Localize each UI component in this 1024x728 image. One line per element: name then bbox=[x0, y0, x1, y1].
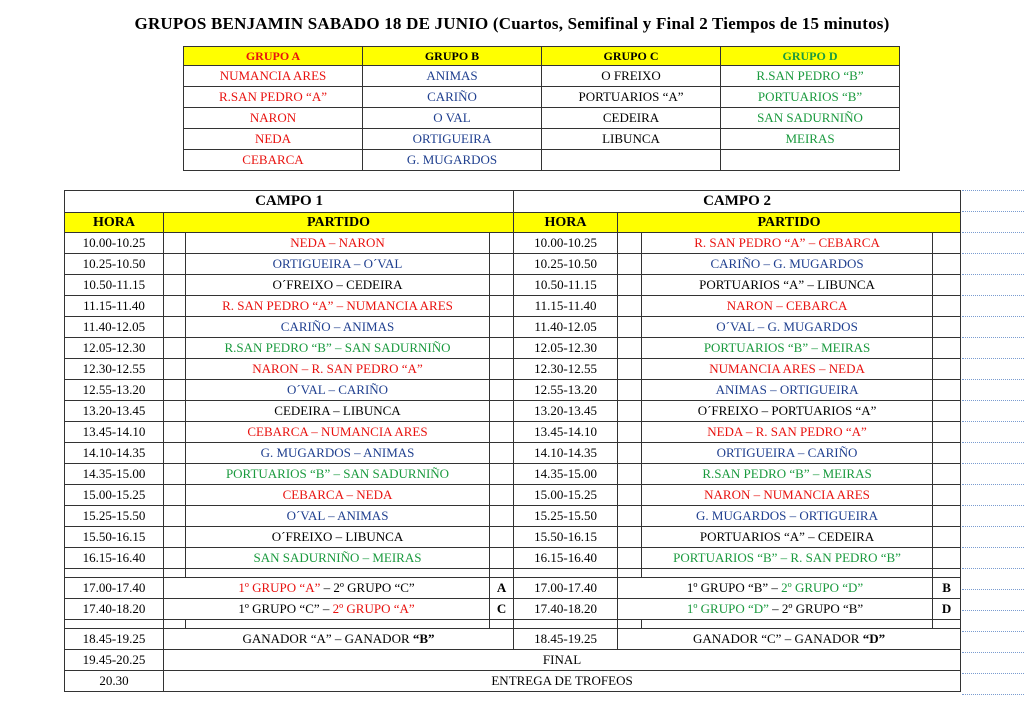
blank-cell bbox=[618, 275, 642, 296]
final-row bbox=[65, 650, 961, 671]
blank-cell bbox=[164, 254, 186, 275]
blank-cell bbox=[164, 317, 186, 338]
blank-cell bbox=[618, 233, 642, 254]
group-team-cell bbox=[721, 150, 900, 171]
blank-cell bbox=[514, 569, 618, 578]
match-row bbox=[65, 464, 961, 485]
blank-cell bbox=[164, 338, 186, 359]
dotted-line bbox=[962, 505, 1024, 506]
semifinal-row bbox=[65, 629, 961, 650]
blank-cell bbox=[490, 338, 514, 359]
group-team-cell: CEBARCA bbox=[184, 150, 363, 171]
dotted-line bbox=[962, 400, 1024, 401]
match-teams: G. MUGARDOS – ANIMAS bbox=[186, 443, 490, 464]
match-teams: O´FREIXO – LIBUNCA bbox=[186, 527, 490, 548]
blank-cell bbox=[490, 527, 514, 548]
blank-cell bbox=[164, 233, 186, 254]
blank-cell bbox=[618, 380, 642, 401]
dotted-line bbox=[962, 421, 1024, 422]
match-teams: O´FREIXO – PORTUARIOS “A” bbox=[642, 401, 933, 422]
match-teams: O´FREIXO – CEDEIRA bbox=[186, 275, 490, 296]
blank-cell bbox=[164, 548, 186, 569]
match-row bbox=[65, 254, 961, 275]
blank-cell bbox=[164, 296, 186, 317]
dotted-line bbox=[962, 526, 1024, 527]
match-time: 18.45-19.25 bbox=[514, 629, 618, 650]
match-teams bbox=[618, 629, 961, 650]
blank-cell bbox=[933, 506, 961, 527]
spacer-row bbox=[65, 620, 961, 629]
blank-cell bbox=[933, 527, 961, 548]
match-teams bbox=[164, 578, 490, 599]
dotted-line bbox=[962, 568, 1024, 569]
dotted-line bbox=[962, 463, 1024, 464]
team-b: – 2º GRUPO “B” bbox=[768, 601, 864, 616]
group-team-cell: CARIÑO bbox=[363, 87, 542, 108]
campo-1-title: CAMPO 1 bbox=[65, 191, 514, 213]
match-teams: PORTUARIOS “A” – LIBUNCA bbox=[642, 275, 933, 296]
match-time: 12.55-13.20 bbox=[65, 380, 164, 401]
match-teams: R.SAN PEDRO “B” – MEIRAS bbox=[642, 464, 933, 485]
match-time: 17.40-18.20 bbox=[65, 599, 164, 620]
match-teams: CEBARCA – NUMANCIA ARES bbox=[186, 422, 490, 443]
match-time: 11.40-12.05 bbox=[65, 317, 164, 338]
page-title: GRUPOS BENJAMIN SABADO 18 DE JUNIO (Cuartos, Semifinal y Final 2 Tiempos de 15 minutos) bbox=[134, 14, 890, 33]
group-team-cell: ANIMAS bbox=[363, 66, 542, 87]
blank-cell bbox=[490, 569, 514, 578]
dotted-line bbox=[962, 652, 1024, 653]
hora-header: HORA bbox=[514, 213, 618, 233]
match-teams: PORTUARIOS “B” – MEIRAS bbox=[642, 338, 933, 359]
blank-cell bbox=[618, 401, 642, 422]
match-time: 10.25-10.50 bbox=[514, 254, 618, 275]
match-time: 10.50-11.15 bbox=[65, 275, 164, 296]
match-teams: SAN SADURNIÑO – MEIRAS bbox=[186, 548, 490, 569]
trophies-row bbox=[65, 671, 961, 692]
match-teams bbox=[618, 599, 933, 620]
group-team-cell: PORTUARIOS “A” bbox=[542, 87, 721, 108]
match-teams bbox=[618, 578, 933, 599]
group-row bbox=[184, 150, 900, 171]
blank-cell bbox=[618, 338, 642, 359]
team-b: 2º GRUPO “A” bbox=[332, 601, 415, 616]
group-row bbox=[184, 129, 900, 150]
blank-cell bbox=[933, 569, 961, 578]
blank-cell bbox=[642, 569, 933, 578]
spacer-row bbox=[65, 569, 961, 578]
match-time: 12.55-13.20 bbox=[514, 380, 618, 401]
blank-cell bbox=[933, 317, 961, 338]
match-time: 15.50-16.15 bbox=[514, 527, 618, 548]
blank-cell bbox=[164, 422, 186, 443]
match-teams: O´VAL – ANIMAS bbox=[186, 506, 490, 527]
blank-cell bbox=[490, 296, 514, 317]
final-label: FINAL bbox=[164, 650, 961, 671]
match-teams: NARON – R. SAN PEDRO “A” bbox=[186, 359, 490, 380]
group-team-cell bbox=[542, 150, 721, 171]
blank-cell bbox=[164, 527, 186, 548]
match-time: 15.00-15.25 bbox=[65, 485, 164, 506]
dotted-line bbox=[962, 274, 1024, 275]
blank-cell bbox=[164, 275, 186, 296]
match-time: 15.00-15.25 bbox=[514, 485, 618, 506]
blank-cell bbox=[618, 443, 642, 464]
blank-cell bbox=[933, 359, 961, 380]
blank-cell bbox=[65, 620, 164, 629]
group-row bbox=[184, 66, 900, 87]
match-row bbox=[65, 485, 961, 506]
blank-cell bbox=[933, 401, 961, 422]
match-time: 11.40-12.05 bbox=[514, 317, 618, 338]
match-time: 12.30-12.55 bbox=[514, 359, 618, 380]
match-teams: O´VAL – G. MUGARDOS bbox=[642, 317, 933, 338]
blank-cell bbox=[933, 380, 961, 401]
blank-cell bbox=[642, 620, 933, 629]
match-time: 10.25-10.50 bbox=[65, 254, 164, 275]
blank-cell bbox=[490, 464, 514, 485]
blank-cell bbox=[490, 233, 514, 254]
match-time: 17.40-18.20 bbox=[514, 599, 618, 620]
match-row bbox=[65, 422, 961, 443]
quarterfinal-row bbox=[65, 599, 961, 620]
group-team-cell: NARON bbox=[184, 108, 363, 129]
match-time: 13.20-13.45 bbox=[514, 401, 618, 422]
blank-cell bbox=[933, 443, 961, 464]
groups-table bbox=[183, 46, 900, 171]
match-row bbox=[65, 359, 961, 380]
match-teams: CEDEIRA – LIBUNCA bbox=[186, 401, 490, 422]
match-time: 14.10-14.35 bbox=[65, 443, 164, 464]
match-teams: R. SAN PEDRO “A” – NUMANCIA ARES bbox=[186, 296, 490, 317]
match-time: 18.45-19.25 bbox=[65, 629, 164, 650]
blank-cell bbox=[618, 548, 642, 569]
blank-cell bbox=[514, 620, 618, 629]
dotted-line bbox=[962, 547, 1024, 548]
team-a: 1º GRUPO “D” bbox=[686, 601, 769, 616]
blank-cell bbox=[618, 506, 642, 527]
team-a: 1º GRUPO “C” – bbox=[238, 601, 333, 616]
blank-cell bbox=[933, 338, 961, 359]
match-time: 17.00-17.40 bbox=[514, 578, 618, 599]
blank-cell bbox=[164, 569, 186, 578]
match-row bbox=[65, 317, 961, 338]
blank-cell bbox=[490, 422, 514, 443]
dotted-line bbox=[962, 211, 1024, 212]
bracket-letter: C bbox=[490, 599, 514, 620]
match-time: 15.50-16.15 bbox=[65, 527, 164, 548]
blank-cell bbox=[164, 359, 186, 380]
match-time: 16.15-16.40 bbox=[514, 548, 618, 569]
partido-header: PARTIDO bbox=[164, 213, 514, 233]
bracket-letter: D bbox=[933, 599, 961, 620]
column-header-row bbox=[65, 213, 961, 233]
partido-header: PARTIDO bbox=[618, 213, 961, 233]
match-time: 17.00-17.40 bbox=[65, 578, 164, 599]
dotted-line bbox=[962, 589, 1024, 590]
group-row bbox=[184, 87, 900, 108]
match-teams: CEBARCA – NEDA bbox=[186, 485, 490, 506]
schedule-table bbox=[64, 190, 961, 692]
group-team-cell: LIBUNCA bbox=[542, 129, 721, 150]
campo-row bbox=[65, 191, 961, 213]
blank-cell bbox=[618, 422, 642, 443]
group-header: GRUPO B bbox=[363, 47, 542, 66]
blank-cell bbox=[164, 380, 186, 401]
match-teams: R. SAN PEDRO “A” – CEBARCA bbox=[642, 233, 933, 254]
match-teams bbox=[164, 599, 490, 620]
dotted-line bbox=[962, 295, 1024, 296]
blank-cell bbox=[490, 401, 514, 422]
blank-cell bbox=[618, 620, 642, 629]
blank-cell bbox=[490, 317, 514, 338]
team-b: 2º GRUPO “D” bbox=[781, 580, 864, 595]
match-row bbox=[65, 338, 961, 359]
dotted-line bbox=[962, 190, 1024, 191]
blank-cell bbox=[164, 485, 186, 506]
match-time: 10.00-10.25 bbox=[514, 233, 618, 254]
match-time: 13.45-14.10 bbox=[514, 422, 618, 443]
group-header: GRUPO A bbox=[184, 47, 363, 66]
blank-cell bbox=[618, 485, 642, 506]
match-time: 15.25-15.50 bbox=[514, 506, 618, 527]
dotted-line bbox=[962, 673, 1024, 674]
match-time: 11.15-11.40 bbox=[514, 296, 618, 317]
blank-cell bbox=[490, 380, 514, 401]
blank-cell bbox=[490, 359, 514, 380]
blank-cell bbox=[164, 620, 186, 629]
dotted-line bbox=[962, 358, 1024, 359]
blank-cell bbox=[618, 359, 642, 380]
semifinal-text: GANADOR “C” – GANADOR bbox=[692, 631, 863, 646]
match-row bbox=[65, 443, 961, 464]
match-row bbox=[65, 527, 961, 548]
semifinal-text: “D” bbox=[862, 631, 886, 646]
group-team-cell: R.SAN PEDRO “B” bbox=[721, 66, 900, 87]
match-time: 10.00-10.25 bbox=[65, 233, 164, 254]
group-team-cell: O FREIXO bbox=[542, 66, 721, 87]
match-teams: O´VAL – CARIÑO bbox=[186, 380, 490, 401]
blank-cell bbox=[933, 254, 961, 275]
dotted-line bbox=[962, 610, 1024, 611]
match-teams: CARIÑO – G. MUGARDOS bbox=[642, 254, 933, 275]
blank-cell bbox=[490, 254, 514, 275]
semifinal-text: GANADOR “A” – GANADOR bbox=[242, 631, 413, 646]
match-time: 15.25-15.50 bbox=[65, 506, 164, 527]
match-time: 11.15-11.40 bbox=[65, 296, 164, 317]
group-team-cell: NUMANCIA ARES bbox=[184, 66, 363, 87]
blank-cell bbox=[618, 569, 642, 578]
match-row bbox=[65, 401, 961, 422]
match-row bbox=[65, 275, 961, 296]
group-team-cell: CEDEIRA bbox=[542, 108, 721, 129]
group-team-cell: MEIRAS bbox=[721, 129, 900, 150]
blank-cell bbox=[490, 275, 514, 296]
group-team-cell: O VAL bbox=[363, 108, 542, 129]
dotted-line bbox=[962, 337, 1024, 338]
blank-cell bbox=[490, 548, 514, 569]
dotted-line bbox=[962, 232, 1024, 233]
match-time: 13.45-14.10 bbox=[65, 422, 164, 443]
blank-cell bbox=[490, 443, 514, 464]
semifinal-text: “B” bbox=[412, 631, 435, 646]
group-team-cell: R.SAN PEDRO “A” bbox=[184, 87, 363, 108]
group-team-cell: G. MUGARDOS bbox=[363, 150, 542, 171]
match-time: 14.35-15.00 bbox=[514, 464, 618, 485]
team-a: 1º GRUPO “B” – bbox=[686, 580, 782, 595]
match-teams: NUMANCIA ARES – NEDA bbox=[642, 359, 933, 380]
group-team-cell: NEDA bbox=[184, 129, 363, 150]
match-time: 13.20-13.45 bbox=[65, 401, 164, 422]
match-time: 12.30-12.55 bbox=[65, 359, 164, 380]
blank-cell bbox=[618, 296, 642, 317]
match-teams: G. MUGARDOS – ORTIGUEIRA bbox=[642, 506, 933, 527]
match-row bbox=[65, 233, 961, 254]
match-time: 16.15-16.40 bbox=[65, 548, 164, 569]
match-time: 14.10-14.35 bbox=[514, 443, 618, 464]
blank-cell bbox=[164, 464, 186, 485]
quarterfinal-row bbox=[65, 578, 961, 599]
dotted-line bbox=[962, 484, 1024, 485]
match-row bbox=[65, 506, 961, 527]
group-team-cell: ORTIGUEIRA bbox=[363, 129, 542, 150]
match-time: 10.50-11.15 bbox=[514, 275, 618, 296]
match-teams: NEDA – R. SAN PEDRO “A” bbox=[642, 422, 933, 443]
dotted-line bbox=[962, 442, 1024, 443]
blank-cell bbox=[490, 620, 514, 629]
match-row bbox=[65, 380, 961, 401]
trophies-label: ENTREGA DE TROFEOS bbox=[164, 671, 961, 692]
blank-cell bbox=[618, 527, 642, 548]
match-teams: NARON – CEBARCA bbox=[642, 296, 933, 317]
match-time: 12.05-12.30 bbox=[65, 338, 164, 359]
dotted-line bbox=[962, 379, 1024, 380]
dotted-line bbox=[962, 316, 1024, 317]
blank-cell bbox=[490, 506, 514, 527]
match-teams: ANIMAS – ORTIGUEIRA bbox=[642, 380, 933, 401]
dotted-line bbox=[962, 694, 1024, 695]
group-header: GRUPO D bbox=[721, 47, 900, 66]
blank-cell bbox=[618, 254, 642, 275]
match-teams: R.SAN PEDRO “B” – SAN SADURNIÑO bbox=[186, 338, 490, 359]
blank-cell bbox=[164, 401, 186, 422]
match-row bbox=[65, 296, 961, 317]
match-teams: ORTIGUEIRA – CARIÑO bbox=[642, 443, 933, 464]
blank-cell bbox=[490, 485, 514, 506]
blank-cell bbox=[186, 569, 490, 578]
trophies-time: 20.30 bbox=[65, 671, 164, 692]
match-teams: PORTUARIOS “B” – SAN SADURNIÑO bbox=[186, 464, 490, 485]
match-time: 14.35-15.00 bbox=[65, 464, 164, 485]
blank-cell bbox=[186, 620, 490, 629]
blank-cell bbox=[933, 620, 961, 629]
group-header: GRUPO C bbox=[542, 47, 721, 66]
blank-cell bbox=[933, 275, 961, 296]
match-teams: NEDA – NARON bbox=[186, 233, 490, 254]
dotted-line bbox=[962, 253, 1024, 254]
match-teams: NARON – NUMANCIA ARES bbox=[642, 485, 933, 506]
blank-cell bbox=[164, 443, 186, 464]
hora-header: HORA bbox=[65, 213, 164, 233]
match-row bbox=[65, 548, 961, 569]
match-teams: PORTUARIOS “A” – CEDEIRA bbox=[642, 527, 933, 548]
blank-cell bbox=[618, 317, 642, 338]
match-teams: PORTUARIOS “B” – R. SAN PEDRO “B” bbox=[642, 548, 933, 569]
blank-cell bbox=[164, 506, 186, 527]
match-teams bbox=[164, 629, 514, 650]
dotted-line bbox=[962, 631, 1024, 632]
match-teams: ORTIGUEIRA – O´VAL bbox=[186, 254, 490, 275]
groups-header-row bbox=[184, 47, 900, 66]
blank-cell bbox=[618, 464, 642, 485]
blank-cell bbox=[65, 569, 164, 578]
team-a: 1º GRUPO “A” bbox=[238, 580, 321, 595]
group-team-cell: SAN SADURNIÑO bbox=[721, 108, 900, 129]
group-row bbox=[184, 108, 900, 129]
final-time: 19.45-20.25 bbox=[65, 650, 164, 671]
bracket-letter: A bbox=[490, 578, 514, 599]
team-b: – 2º GRUPO “C” bbox=[320, 580, 415, 595]
blank-cell bbox=[933, 296, 961, 317]
blank-cell bbox=[933, 485, 961, 506]
blank-cell bbox=[933, 548, 961, 569]
blank-cell bbox=[933, 233, 961, 254]
blank-cell bbox=[933, 464, 961, 485]
match-teams: CARIÑO – ANIMAS bbox=[186, 317, 490, 338]
bracket-letter: B bbox=[933, 578, 961, 599]
match-time: 12.05-12.30 bbox=[514, 338, 618, 359]
campo-2-title: CAMPO 2 bbox=[514, 191, 961, 213]
blank-cell bbox=[933, 422, 961, 443]
group-team-cell: PORTUARIOS “B” bbox=[721, 87, 900, 108]
